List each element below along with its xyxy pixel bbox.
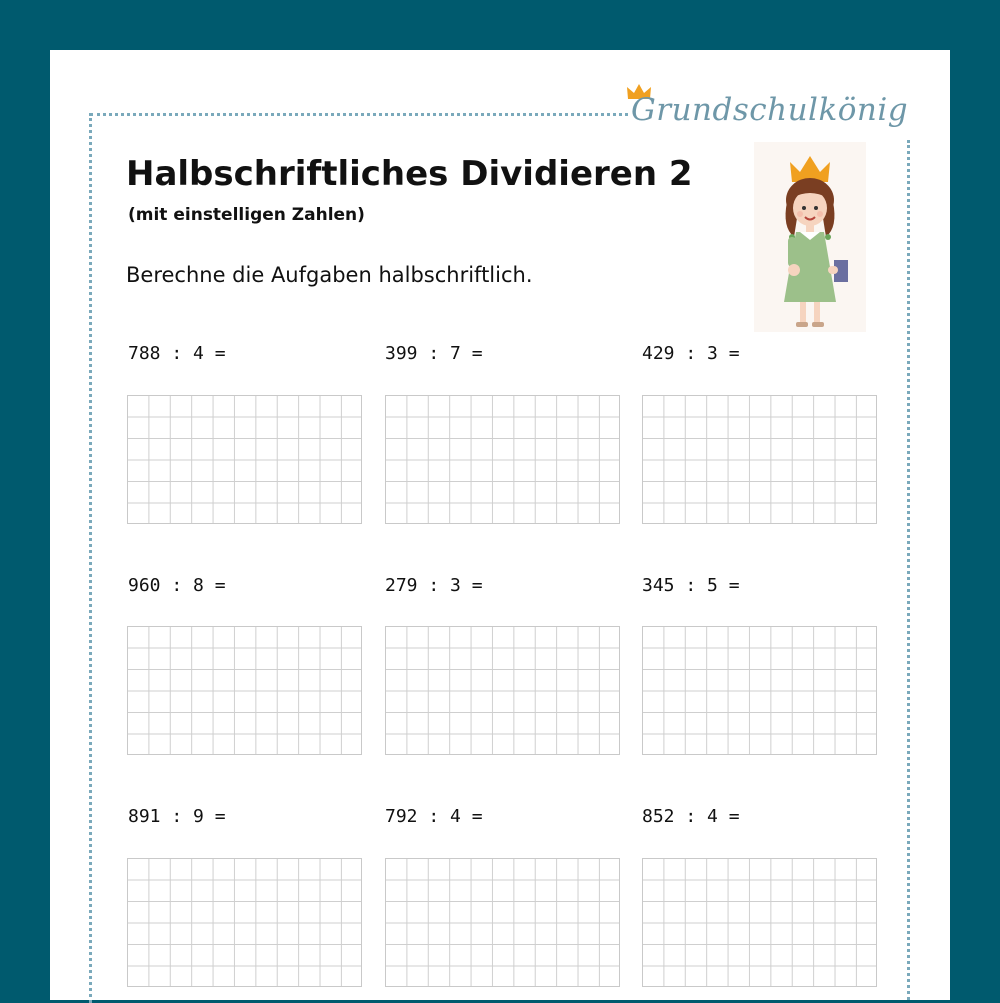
worksheet bbox=[50, 50, 950, 1000]
task-7-work-grid[interactable] bbox=[127, 858, 362, 987]
task-5-work-grid[interactable] bbox=[385, 626, 620, 755]
task-5-label: 279 : 3 = bbox=[385, 575, 483, 596]
task-6-work-grid[interactable] bbox=[642, 626, 877, 755]
dotted-border-top bbox=[90, 113, 628, 116]
task-3-work-grid[interactable] bbox=[642, 395, 877, 524]
task-6-label: 345 : 5 = bbox=[642, 575, 740, 596]
instruction-text: Berechne die Aufgaben halbschriftlich. bbox=[126, 263, 533, 287]
task-9-work-grid[interactable] bbox=[642, 858, 877, 987]
task-2-work-grid[interactable] bbox=[385, 395, 620, 524]
page-title: Halbschriftliches Dividieren 2 bbox=[126, 154, 693, 194]
task-3-label: 429 : 3 = bbox=[642, 343, 740, 364]
task-7-label: 891 : 9 = bbox=[128, 806, 226, 827]
task-9-label: 852 : 4 = bbox=[642, 806, 740, 827]
brand-logo-text: Grundschulkönig bbox=[631, 92, 909, 128]
task-4-label: 960 : 8 = bbox=[128, 575, 226, 596]
task-8-label: 792 : 4 = bbox=[385, 806, 483, 827]
task-8-work-grid[interactable] bbox=[385, 858, 620, 987]
task-2-label: 399 : 7 = bbox=[385, 343, 483, 364]
dotted-border-right bbox=[907, 140, 910, 1000]
task-1-label: 788 : 4 = bbox=[128, 343, 226, 364]
task-1-work-grid[interactable] bbox=[127, 395, 362, 524]
dotted-border-left bbox=[89, 113, 92, 1003]
page-subtitle: (mit einstelligen Zahlen) bbox=[128, 205, 365, 225]
task-4-work-grid[interactable] bbox=[127, 626, 362, 755]
queen-girl-illustration bbox=[754, 142, 866, 332]
